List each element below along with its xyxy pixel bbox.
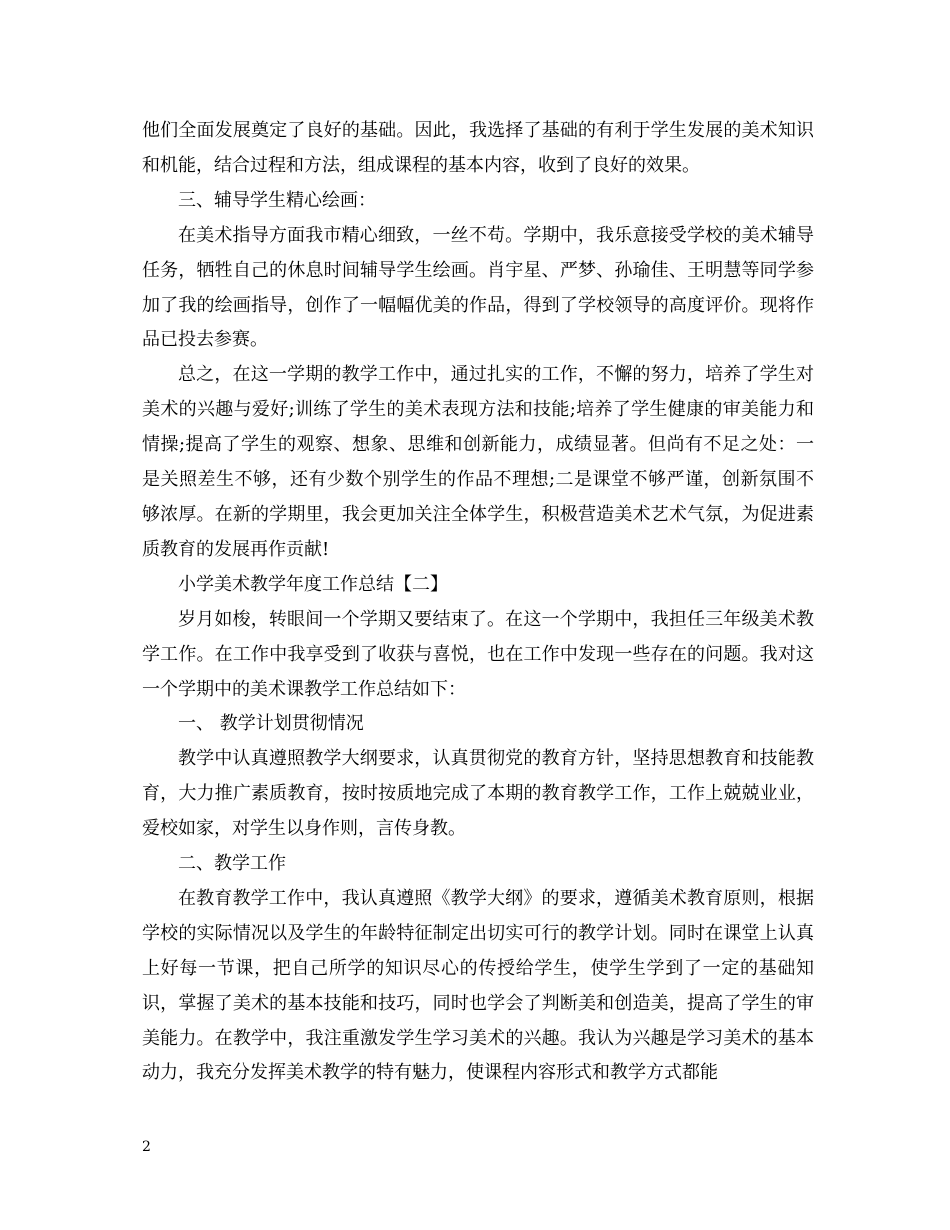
paragraph-intro: 岁月如梭，转眼间一个学期又要结束了。在这一个学期中，我担任三年级美术教学工作。在工作中我享受到了收获与喜悦，也在工作中发现一些存在的问题。我对这一个学期中的美术课教学工作总结如下： [142, 608, 814, 700]
heading-teaching-work: 二、教学工作 [178, 853, 286, 875]
heading-part-two: 小学美术教学年度工作总结【二】 [178, 573, 448, 595]
paragraph-summary: 总之，在这一学期的教学工作中，通过扎实的工作，不懈的努力，培养了学生对美术的兴趣与爱好;训练了学生的美术表现方法和技能;培养了学生健康的审美能力和情操;提高了学生的观察、想象、思维和创新能力，成绩显著。但尚有不足之处：一是关照差生不够，还有少数个别学生的作品不理想;二是课堂不够严谨，创新氛围不够浓厚。在新的学期里，我会更加关注全体学生，积极营造美术艺术气氛，为促进素质教育的发展再作贡献! [142, 364, 814, 560]
paragraph-teaching-work: 在教育教学工作中，我认真遵照《教学大纲》的要求，遵循美术教育原则，根据学校的实际情况以及学生的年龄特征制定出切实可行的教学计划。同时在课堂上认真上好每一节课，把自己所学的知识尽心的传授给学生，使学生学到了一定的基础知识，掌握了美术的基本技能和技巧，同时也学会了判断美和创造美，提高了学生的审美能力。在教学中，我注重激发学生学习美术的兴趣。我认为兴趣是学习美术的基本动力，我充分发挥美术教学的特有魅力，使课程内容形式和教学方式都能 [142, 887, 814, 1084]
paragraph-continuation: 他们全面发展奠定了良好的基础。因此，我选择了基础的有利于学生发展的美术知识和机能，结合过程和方法，组成课程的基本内容，收到了良好的效果。 [142, 120, 814, 176]
document-body [142, 114, 814, 1091]
paragraph-art-guidance: 在美术指导方面我市精心细致，一丝不苟。学期中，我乐意接受学校的美术辅导任务，牺牲自己的休息时间辅导学生绘画。肖宇星、严梦、孙瑜佳、王明慧等同学参加了我的绘画指导，创作了一幅幅优美的作品，得到了学校领导的高度评价。现将作品已投去参赛。 [142, 224, 814, 351]
heading-section-three: 三、辅导学生精心绘画： [178, 189, 376, 211]
paragraph-teaching-plan: 教学中认真遵照教学大纲要求，认真贯彻党的教育方针，坚持思想教育和技能教育，大力推广素质教育，按时按质地完成了本期的教育教学工作，工作上兢兢业业，爱校如家，对学生以身作则，言传身教。 [142, 748, 814, 840]
page-number: 2 [142, 1139, 151, 1155]
heading-teaching-plan: 一、 教学计划贯彻情况 [178, 713, 364, 735]
